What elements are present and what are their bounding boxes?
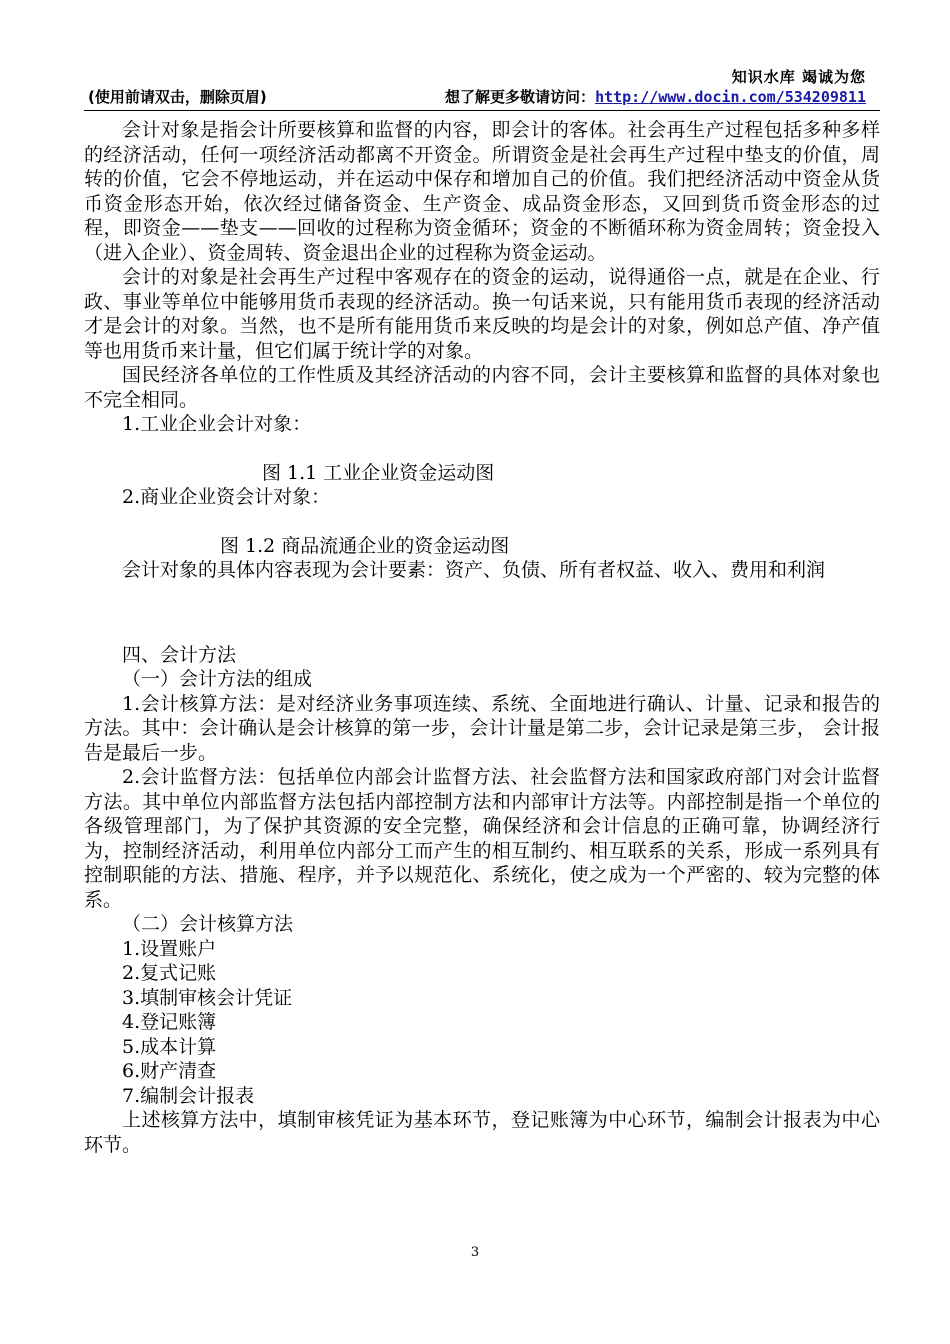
spacer [84, 583, 880, 643]
paragraph-method-1: 1.会计核算方法：是对经济业务事项连续、系统、全面地进行确认、计量、记录和报告的方法。其中：会计确认是会计核算的第一步，会计计量是第二步，会计记录是第三步， 会计报告是最后一步。 [84, 692, 880, 764]
list-item-commercial: 2.商业企业资会计对象： [122, 486, 331, 508]
paragraph-method-2: 2.会计监督方法：包括单位内部会计监督方法、社会监督方法和国家政府部门对会计监督方法。其中单位内部监督方法包括内部控制方法和内部审计方法等。内部控制是指一个单位的各级管理部门，为了保护其资源的安全完整，确保经济和会计信息的正确可靠，协调经济行为，控制经济活动，利用单位内部分工而产生的相互制约、相互联系的关系，形成一系列具有控制职能的方法、措施、程序，并予以规范化、系统化，使之成为一个严密的、较为完整的体系。 [84, 766, 880, 911]
list-item: 1.设置账户 [122, 937, 217, 960]
list-item: 3.填制审核会计凭证 [122, 986, 293, 1009]
figure-placeholder-2 [84, 510, 880, 534]
list-item: 4.登记账簿 [122, 1011, 217, 1033]
paragraph-accounting-object-3: 国民经济各单位的工作性质及其经济活动的内容不同，会计主要核算和监督的具体对象也不完全相同。 [84, 364, 880, 411]
header-slogan: 知识水库 竭诚为您 [731, 68, 866, 86]
header-left-note: (使用前请双击，删除页眉) [88, 88, 267, 106]
document-body [84, 118, 880, 1157]
list-item: 6.财产清查 [122, 1060, 217, 1082]
section-heading-4: 四、会计方法 [122, 643, 237, 666]
paragraph-accounting-object-2: 会计的对象是社会再生产过程中客观存在的资金的运动，说得通俗一点，就是在企业、行政、事业等单位中能够用货币表现的经济活动。换一句话来说，只有能用货币表现的经济活动才是会计的对象。当然，也不是所有能用货币来反映的均是会计的对象，例如总产值、净产值等也用货币来计量，但它们属于统计学的对象。 [84, 266, 880, 362]
figure-caption-1: 图 1.1 工业企业资金运动图 [262, 461, 495, 484]
subheading-2: （二）会计核算方法 [122, 913, 294, 935]
page-header [84, 64, 880, 111]
list-item: 7.编制会计报表 [122, 1084, 255, 1107]
header-url-link[interactable]: http://www.docin.com/534209811 [595, 88, 866, 106]
page-number: 3 [470, 1245, 480, 1260]
header-visit [445, 86, 866, 107]
paragraph-accounting-object: 会计对象是指会计所要核算和监督的内容，即会计的客体。社会再生产过程包括多种多样的经济活动，任何一项经济活动都离不开资金。所谓资金是社会再生产过程中垫支的价值，周转的价值，它会不停地运动，并在运动中保存和增加自己的价值。我们把经济活动中资金从货币资金形态开始，依次经过储备资金、生产资金、成品资金形态，又回到货币资金形态的过程，即资金——垫支——回收的过程称为资金循环；资金的不断循环称为资金周转；资金投入（进入企业）、资金周转、资金退出企业的过程称为资金运动。 [84, 119, 880, 264]
list-item: 2.复式记账 [122, 962, 217, 984]
paragraph-summary: 上述核算方法中，填制审核凭证为基本环节，登记账簿为中心环节，编制会计报表为中心环节。 [84, 1109, 880, 1156]
figure-caption-2: 图 1.2 商品流通企业的资金运动图 [220, 534, 510, 557]
header-visit-prefix: 想了解更多敬请访问： [445, 88, 596, 106]
paragraph-accounting-elements: 会计对象的具体内容表现为会计要素：资产、负债、所有者权益、收入、费用和利润 [122, 559, 826, 581]
subheading-1: （一）会计方法的组成 [122, 668, 313, 690]
list-item-industrial: 1.工业企业会计对象： [122, 413, 312, 435]
list-item: 5.成本计算 [122, 1035, 217, 1058]
figure-placeholder-1 [84, 437, 880, 461]
